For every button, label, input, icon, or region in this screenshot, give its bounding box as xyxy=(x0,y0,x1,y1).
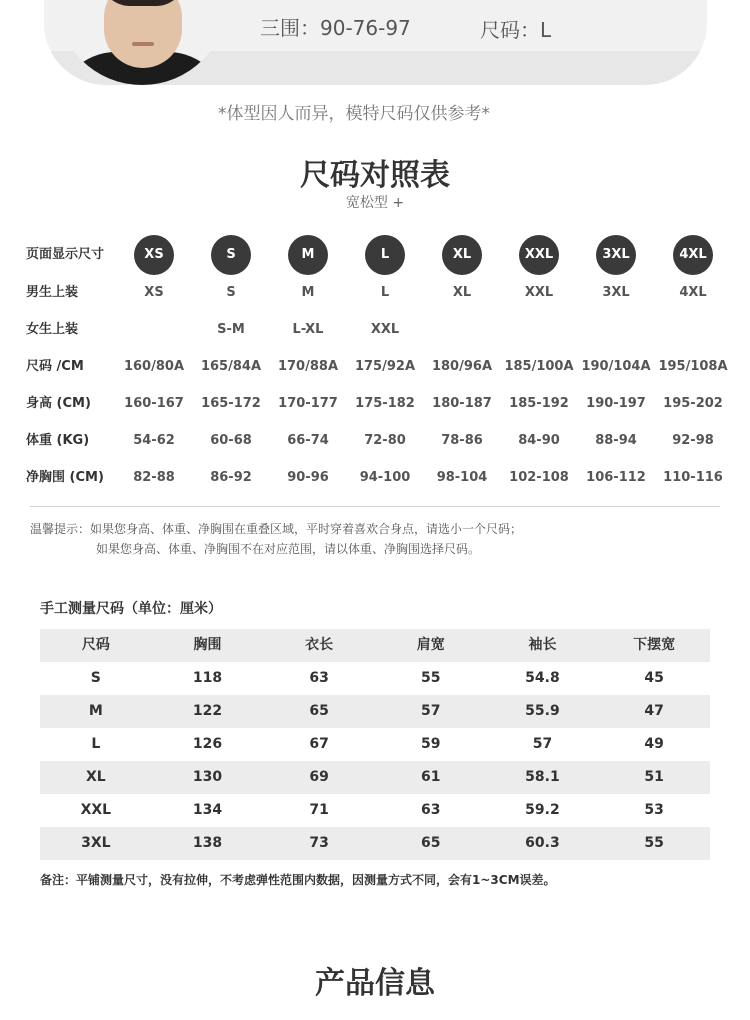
size-cell: 78-86 xyxy=(441,433,483,448)
size-cell: 92-98 xyxy=(672,433,714,448)
measure-cell: 63 xyxy=(421,802,441,818)
measure-cell: 118 xyxy=(192,670,223,686)
size-cell: 175/92A xyxy=(354,359,416,374)
size-cell: 195-202 xyxy=(663,396,723,411)
tip-line-1: 温馨提示：如果您身高、体重、净胸围在重叠区域，平时穿着喜欢合身点，请选小一个尺码； xyxy=(30,522,523,536)
measure-cell: 55.9 xyxy=(525,703,560,719)
size-row xyxy=(0,240,750,270)
measure-cell: 59.2 xyxy=(525,802,560,818)
size-cell: 110-116 xyxy=(663,470,723,485)
size-cell: 185/100A xyxy=(504,359,574,374)
measure-cell: 69 xyxy=(309,769,329,785)
size-cell: 170/88A xyxy=(277,359,339,374)
measure-table-row xyxy=(40,827,710,860)
size-row xyxy=(0,352,750,382)
size-row-label: 尺码 /CM xyxy=(26,359,84,374)
size-row-label: 页面显示尺寸 xyxy=(26,247,105,262)
size-cell: 60-68 xyxy=(210,433,252,448)
size-cell: 170-177 xyxy=(278,396,338,411)
measure-cell: 73 xyxy=(309,835,329,851)
product-info-title: 产品信息 xyxy=(315,966,435,1001)
size-cell: 94-100 xyxy=(359,470,411,485)
measure-header-cell: 下摆宽 xyxy=(633,637,676,653)
size-cell: 165-172 xyxy=(201,396,261,411)
measure-table-row xyxy=(40,695,710,728)
size-badge: 3XL xyxy=(596,235,636,275)
measure-cell: 49 xyxy=(644,736,664,752)
measure-cell: 59 xyxy=(421,736,441,752)
size-cell: 3XL xyxy=(602,285,630,300)
measure-cell: S xyxy=(90,670,101,686)
size-cell: 180-187 xyxy=(432,396,492,411)
measure-table-title: 手工测量尺码（单位：厘米） xyxy=(40,601,222,617)
size-cell: 86-92 xyxy=(210,470,252,485)
measure-table-row xyxy=(40,662,710,695)
size-cell: 84-90 xyxy=(518,433,560,448)
measure-cell: XL xyxy=(85,769,106,785)
measure-header-cell: 尺码 xyxy=(81,637,110,653)
measure-cell: 45 xyxy=(644,670,664,686)
measure-table-header xyxy=(40,629,710,662)
size-cell: S-M xyxy=(217,322,245,337)
size-badge: XL xyxy=(442,235,482,275)
divider xyxy=(30,506,720,507)
size-cell: 72-80 xyxy=(364,433,406,448)
measure-cell: 65 xyxy=(421,835,441,851)
size-row xyxy=(0,426,750,456)
size-badge: S xyxy=(211,235,251,275)
measure-cell: 63 xyxy=(309,670,329,686)
size-badge: XS xyxy=(134,235,174,275)
measure-remark: 备注：平铺测量尺寸，没有拉伸，不考虑弹性范围内数据，因测量方式不同，会有1~3CM误差。 xyxy=(40,873,556,887)
measure-cell: 58.1 xyxy=(525,769,560,785)
model-measurements: 三围：90-76-97 xyxy=(260,16,411,40)
measure-cell: 47 xyxy=(644,703,664,719)
measure-cell: L xyxy=(91,736,101,752)
size-cell: L xyxy=(380,285,390,300)
measure-cell: M xyxy=(88,703,103,719)
size-row-label: 净胸围 (CM) xyxy=(26,470,104,485)
size-row xyxy=(0,278,750,308)
measure-cell: 122 xyxy=(192,703,223,719)
measure-cell: 130 xyxy=(192,769,223,785)
tip-line-2: 如果您身高、体重、净胸围不在对应范围，请以体重、净胸围选择尺码。 xyxy=(96,542,481,556)
size-cell: 160-167 xyxy=(124,396,184,411)
model-size: 尺码：L xyxy=(480,18,552,42)
size-badge: XXL xyxy=(519,235,559,275)
measure-cell: 51 xyxy=(644,769,664,785)
size-chart-title: 尺码对照表 xyxy=(300,158,450,193)
measure-cell: 67 xyxy=(309,736,329,752)
measure-cell: 61 xyxy=(421,769,441,785)
measure-header-cell: 衣长 xyxy=(305,637,334,653)
size-row-label: 女生上装 xyxy=(26,322,79,337)
size-row xyxy=(0,463,750,493)
size-cell: 90-96 xyxy=(287,470,329,485)
size-cell: XS xyxy=(144,285,164,300)
size-cell: 98-104 xyxy=(436,470,488,485)
size-cell: XXL xyxy=(370,322,400,337)
measure-cell: XXL xyxy=(80,802,112,818)
size-cell: XXL xyxy=(524,285,554,300)
measure-table-row xyxy=(40,761,710,794)
size-cell: 165/84A xyxy=(200,359,262,374)
size-badge: 4XL xyxy=(673,235,713,275)
measure-cell: 3XL xyxy=(81,835,111,851)
size-cell: 180/96A xyxy=(431,359,493,374)
measure-cell: 55 xyxy=(644,835,664,851)
measure-cell: 138 xyxy=(192,835,223,851)
measure-cell: 71 xyxy=(309,802,329,818)
measure-cell: 60.3 xyxy=(525,835,560,851)
size-row-label: 身高 (CM) xyxy=(26,396,91,411)
size-cell: 4XL xyxy=(679,285,707,300)
size-cell: XL xyxy=(452,285,472,300)
model-mouth xyxy=(132,42,154,46)
measure-cell: 65 xyxy=(309,703,329,719)
measure-cell: 57 xyxy=(532,736,553,752)
size-cell: 195/108A xyxy=(658,359,728,374)
measure-cell: 55 xyxy=(421,670,441,686)
size-cell: L-XL xyxy=(292,322,324,337)
measure-table-row xyxy=(40,794,710,827)
size-chart-subtitle: 宽松型 + xyxy=(345,195,405,211)
size-cell: 88-94 xyxy=(595,433,637,448)
measure-cell: 134 xyxy=(192,802,223,818)
size-badge: L xyxy=(365,235,405,275)
size-badge: M xyxy=(288,235,328,275)
size-cell: M xyxy=(301,285,315,300)
size-cell: 54-62 xyxy=(133,433,175,448)
model-note: *体型因人而异，模特尺码仅供参考* xyxy=(218,104,490,124)
measure-header-cell: 肩宽 xyxy=(416,637,445,653)
measure-cell: 57 xyxy=(421,703,441,719)
size-cell: 82-88 xyxy=(133,470,175,485)
size-cell: 106-112 xyxy=(586,470,646,485)
measure-table-row xyxy=(40,728,710,761)
size-row-label: 男生上装 xyxy=(26,285,79,300)
measure-cell: 126 xyxy=(192,736,223,752)
size-cell: S xyxy=(226,285,236,300)
size-cell: 66-74 xyxy=(287,433,329,448)
size-cell: 185-192 xyxy=(509,396,569,411)
model-photo xyxy=(56,0,228,85)
size-cell: 102-108 xyxy=(509,470,569,485)
size-cell: 160/80A xyxy=(123,359,185,374)
size-cell: 175-182 xyxy=(355,396,415,411)
measure-header-cell: 胸围 xyxy=(193,637,222,653)
measure-cell: 54.8 xyxy=(525,670,560,686)
size-row-label: 体重 (KG) xyxy=(26,433,90,448)
size-row xyxy=(0,389,750,419)
measure-header-cell: 袖长 xyxy=(528,637,557,653)
size-cell: 190/104A xyxy=(581,359,651,374)
size-cell: 190-197 xyxy=(586,396,646,411)
measure-cell: 53 xyxy=(644,802,664,818)
size-row xyxy=(0,315,750,345)
measure-table xyxy=(40,629,710,860)
